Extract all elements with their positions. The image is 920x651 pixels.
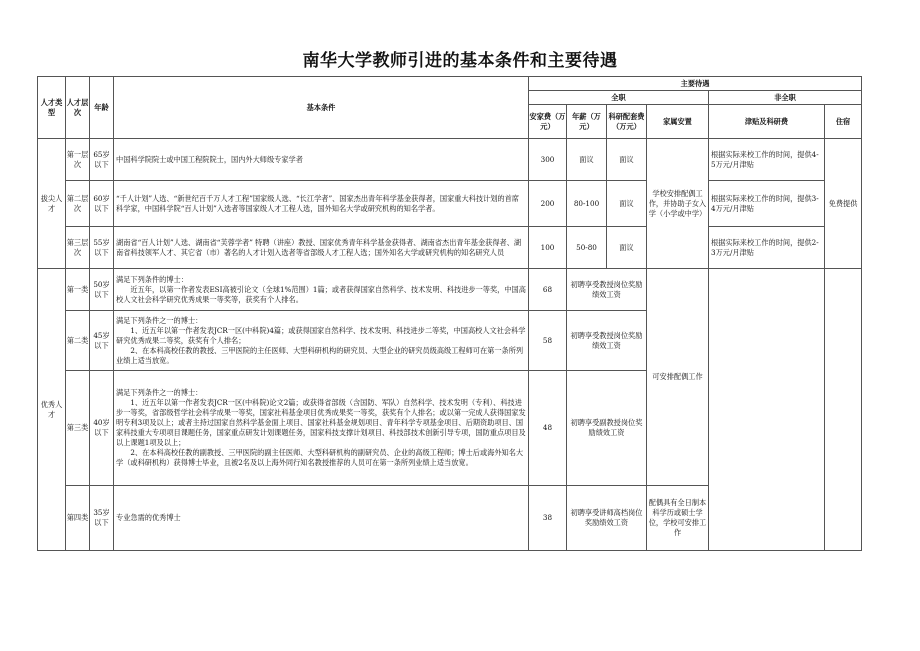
table-row bbox=[38, 227, 862, 269]
header-row-1 bbox=[38, 77, 862, 91]
header-level: 人才层次 bbox=[66, 77, 90, 139]
row-settle: 68 bbox=[529, 269, 567, 311]
row-salary: 初聘享受教授岗位奖励绩效工资 bbox=[567, 311, 647, 371]
group-excellent: 优秀人才 bbox=[38, 269, 66, 551]
row-settle: 48 bbox=[529, 371, 567, 486]
row-salary: 初聘享受副教授岗位奖励绩效工资 bbox=[567, 371, 647, 486]
row-level: 第二层次 bbox=[66, 181, 90, 227]
row-family: 配偶具有全日制本科学历或硕士学位，学校可安排工作 bbox=[647, 486, 709, 551]
group-top: 拔尖人才 bbox=[38, 139, 66, 269]
row-conditions: 专业急需的优秀博士 bbox=[114, 486, 529, 551]
empty-allowance bbox=[709, 269, 825, 551]
row-research: 面议 bbox=[607, 181, 647, 227]
row-settle: 100 bbox=[529, 227, 567, 269]
row-settle: 300 bbox=[529, 139, 567, 181]
row-salary: 初聘享受教授岗位奖励绩效工资 bbox=[567, 269, 647, 311]
header-settle: 安家费（万元） bbox=[529, 105, 567, 139]
row-research: 面议 bbox=[607, 139, 647, 181]
row-conditions: 满足下列条件之一的博士： 1、近五年以第一作者发表JCR一区(中科院)4篇；或获得国家自然科学、技术发明、科技进步二等奖，中国高校人文社会科学研究优秀成果二等奖，获奖有个人排名； 2、在本科高校任教的教授、三甲医院的主任医师、大型科研机构的研究员、大型企业的研究员级高级工程师可在第一条所列业绩上适当放宽。 bbox=[114, 311, 529, 371]
row-settle: 200 bbox=[529, 181, 567, 227]
row-conditions: 湖南省“百人计划”人选、湖南省“芙蓉学者” 特聘（讲座）教授、国家优秀青年科学基金获得者、湖南省杰出青年基金获得者、湖南省科技领军人才、其它省（市）著名的人才计划入选者等省部级人才工程人选；国外知名大学或研究机构的知名研究人员 bbox=[114, 227, 529, 269]
row-conditions: “千人计划”人选、“新世纪百千万人才工程”国家级人选、“长江学者”、国家杰出青年科学基金获得者，国家重大科技计划的首席科学家，中国科学院“百人计划”入选者等国家级人才工程人选，国外知名大学或研究机构的知名学者。 bbox=[114, 181, 529, 227]
row-settle: 38 bbox=[529, 486, 567, 551]
row-age: 65岁以下 bbox=[90, 139, 114, 181]
row-salary: 50-80 bbox=[567, 227, 607, 269]
table-row bbox=[38, 269, 862, 311]
row-level: 第二类 bbox=[66, 311, 90, 371]
excellent-family: 可安排配偶工作 bbox=[647, 269, 709, 486]
row-age: 35岁以下 bbox=[90, 486, 114, 551]
row-age: 50岁以下 bbox=[90, 269, 114, 311]
top-family: 学校安排配偶工作，并协助子女入学（小学或中学） bbox=[647, 139, 709, 269]
header-research: 科研配套费（万元） bbox=[607, 105, 647, 139]
row-conditions: 中国科学院院士或中国工程院院士，国内外大师级专家学者 bbox=[114, 139, 529, 181]
row-salary: 初聘享受讲师高档岗位奖励绩效工资 bbox=[567, 486, 647, 551]
header-conditions: 基本条件 bbox=[114, 77, 529, 139]
table-row bbox=[38, 139, 862, 181]
table-row bbox=[38, 181, 862, 227]
row-salary: 面议 bbox=[567, 139, 607, 181]
row-salary: 80-100 bbox=[567, 181, 607, 227]
row-age: 60岁以下 bbox=[90, 181, 114, 227]
row-age: 55岁以下 bbox=[90, 227, 114, 269]
top-housing: 免费提供 bbox=[825, 139, 862, 269]
header-category: 人才类型 bbox=[38, 77, 66, 139]
empty-housing bbox=[825, 269, 862, 551]
header-age: 年龄 bbox=[90, 77, 114, 139]
row-allowance: 根据实际来校工作的时间，提供4-5万元/月津贴 bbox=[709, 139, 825, 181]
header-fulltime: 全职 bbox=[529, 91, 709, 105]
header-family: 家属安置 bbox=[647, 105, 709, 139]
header-parttime: 非全职 bbox=[709, 91, 862, 105]
row-level: 第一层次 bbox=[66, 139, 90, 181]
row-age: 45岁以下 bbox=[90, 311, 114, 371]
talent-table bbox=[37, 76, 862, 551]
header-salary: 年薪（万元） bbox=[567, 105, 607, 139]
header-treatment: 主要待遇 bbox=[529, 77, 862, 91]
row-level: 第一类 bbox=[66, 269, 90, 311]
header-allowance: 津贴及科研费 bbox=[709, 105, 825, 139]
row-settle: 58 bbox=[529, 311, 567, 371]
row-allowance: 根据实际来校工作的时间，提供3-4万元/月津贴 bbox=[709, 181, 825, 227]
row-conditions: 满足下列条件之一的博士： 1、近五年以第一作者发表JCR一区(中科院)论文2篇；或获得省部级（含国防、军队）自然科学、技术发明（专利）、科技进步一等奖，省部级哲学社会科学成果一等奖，国家社科基金项目优秀成果奖一等奖，获奖有个人排名；或以第一完成人获得国家发明专利3项及以上；或者主持过国家自然科学基金面上项目、国家社科基金规划项目、青年科学专项基金项目、后期资助项目、国家科技重大专项项目课题任务，国家重点研发计划课题任务，国家科技支撑计划项目、科技部技术创新引导专项，国防重点项目及以上课题1项及以上； 2、在本科高校任教的副教授、三甲医院的副主任医师、大型科研机构的副研究员、企业的高级工程师；博士后或海外知名大学（或科研机构）获得博士毕业，且被2名及以上海外同行知名教授推荐的人员可在第一条所列业绩上适当放宽。 bbox=[114, 371, 529, 486]
row-level: 第三层次 bbox=[66, 227, 90, 269]
row-allowance: 根据实际来校工作的时间，提供2-3万元/月津贴 bbox=[709, 227, 825, 269]
header-housing: 住宿 bbox=[825, 105, 862, 139]
row-age: 40岁以下 bbox=[90, 371, 114, 486]
row-level: 第四类 bbox=[66, 486, 90, 551]
page-title: 南华大学教师引进的基本条件和主要待遇 bbox=[302, 51, 618, 71]
row-conditions: 满足下列条件的博士： 近五年，以第一作者发表ESI高被引论文（全球1%范围）1篇；或者获得国家自然科学、技术发明、科技进步一等奖，中国高校人文社会科学研究优秀成果一等奖等，获奖有个人排名。 bbox=[114, 269, 529, 311]
row-level: 第三类 bbox=[66, 371, 90, 486]
row-research: 面议 bbox=[607, 227, 647, 269]
